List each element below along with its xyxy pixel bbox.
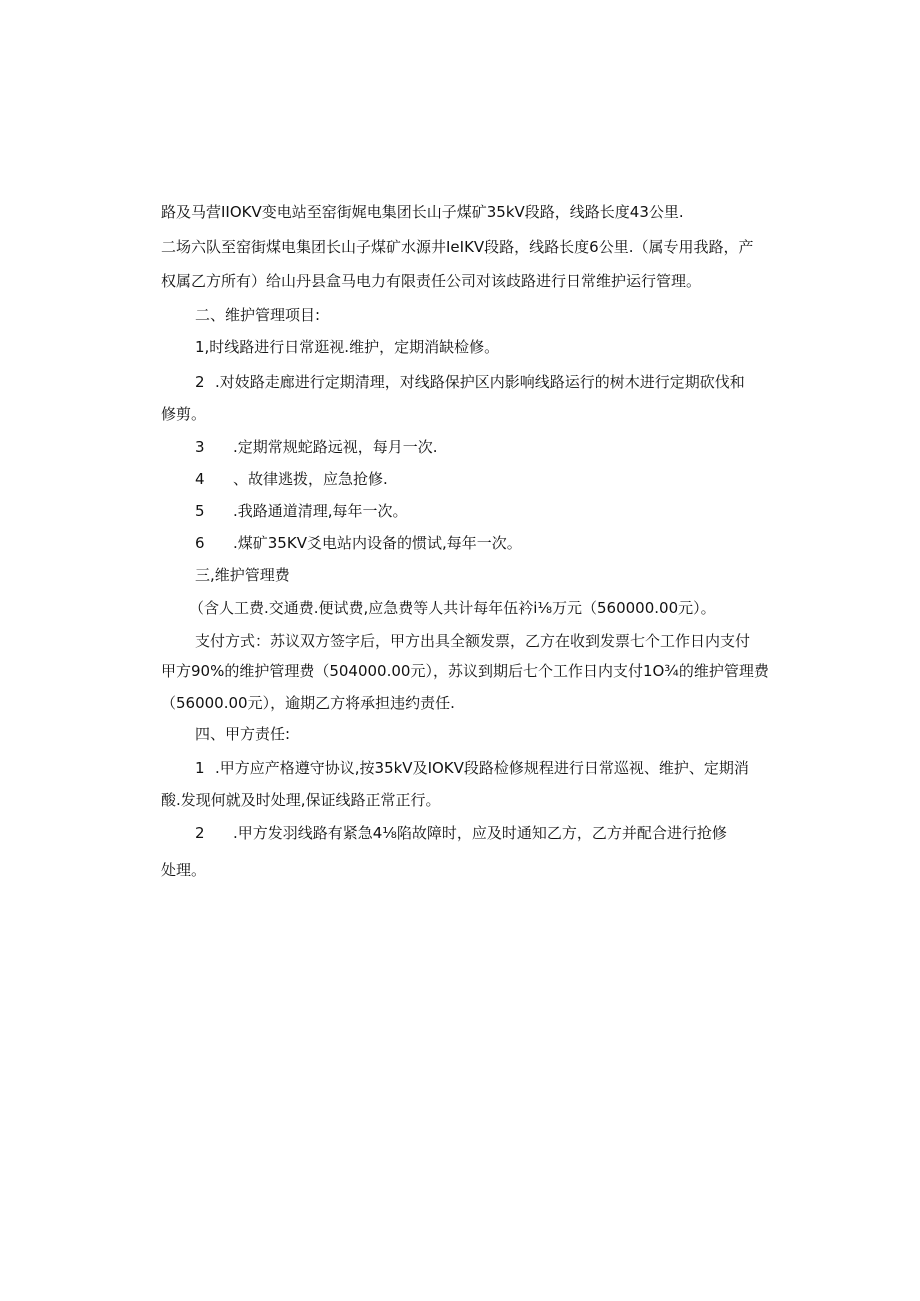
section-2-item-2-number: 2 xyxy=(195,373,205,391)
section-2-item-6-number: 6 xyxy=(195,534,205,552)
section-3-payment-line-1: 支付方式：苏议双方签字后，甲方出具全额发票，乙方在收到发票七个工作日内支付 xyxy=(195,632,751,650)
section-2-item-2-continued: 修剪。 xyxy=(161,405,207,423)
section-4-heading: 四、甲方责任: xyxy=(195,725,291,743)
section-2-item-2-text: .对妓路走廊进行定期清理，对线路保护区内影响线路运行的树木进行定期砍伐和 xyxy=(215,373,745,391)
section-4-item-1-text: .甲方应产格遵守协议,按35kV及IOKV段路检修规程进行日常巡视、维护、定期消 xyxy=(215,759,749,777)
section-2-item-1: 1,时线路进行日常逛视.维护，定期消缺检修。 xyxy=(195,338,500,356)
section-3-payment-line-3: （56000.00元），逾期乙方将承担违约责任. xyxy=(161,694,455,712)
section-2-heading: 二、维护管理项目: xyxy=(195,306,321,324)
section-2-item-4-text: 、故律逃拨，应急抢修. xyxy=(233,470,388,488)
section-3-heading: 三,维护管理费 xyxy=(195,566,290,584)
section-2-item-5-number: 5 xyxy=(195,502,205,520)
section-4-item-2-continued: 处理。 xyxy=(161,861,207,879)
section-4-item-2-text: .甲方发羽线路有紧急4⅛陷故障时，应及时通知乙方，乙方并配合进行抢修 xyxy=(233,824,727,842)
section-2-item-4-number: 4 xyxy=(195,470,205,488)
section-3-fee-line: （含人工费.交通费.便试费,应急费等人共计每年伍衿i⅛万元（560000.00元）。 xyxy=(189,599,716,617)
section-2-item-3-text: .定期常规蛇路远视，每月一次. xyxy=(233,438,438,456)
section-2-item-5-text: .我路通道清理,每年一次。 xyxy=(233,502,408,520)
section-4-item-1-number: 1 xyxy=(195,759,205,777)
intro-line-2: 二场六队至窑街煤电集团长山子煤矿水源井IeIKV段路，线路长度6公里.（属专用我路，产 xyxy=(161,238,754,256)
section-2-item-3-number: 3 xyxy=(195,438,205,456)
section-3-payment-line-2: 甲方90%的维护管理费（504000.00元），苏议到期后七个工作日内支付1O¾的维护管理费 xyxy=(161,662,769,680)
section-4-item-2-number: 2 xyxy=(195,824,205,842)
intro-line-1: 路及马营IIOKV变电站至窑街娓电集团长山子煤矿35kV段路，线路长度43公里. xyxy=(161,203,684,221)
section-4-item-1-continued: 酸.发现何就及时处理,保证线路正常正行。 xyxy=(161,791,441,809)
section-2-item-6-text: .煤矿35KV爻电站内设备的惯试,每年一次。 xyxy=(233,534,522,552)
intro-line-3: 权属乙方所有）给山丹县盒马电力有限责任公司对该歧路进行日常维护运行管理。 xyxy=(161,272,702,290)
